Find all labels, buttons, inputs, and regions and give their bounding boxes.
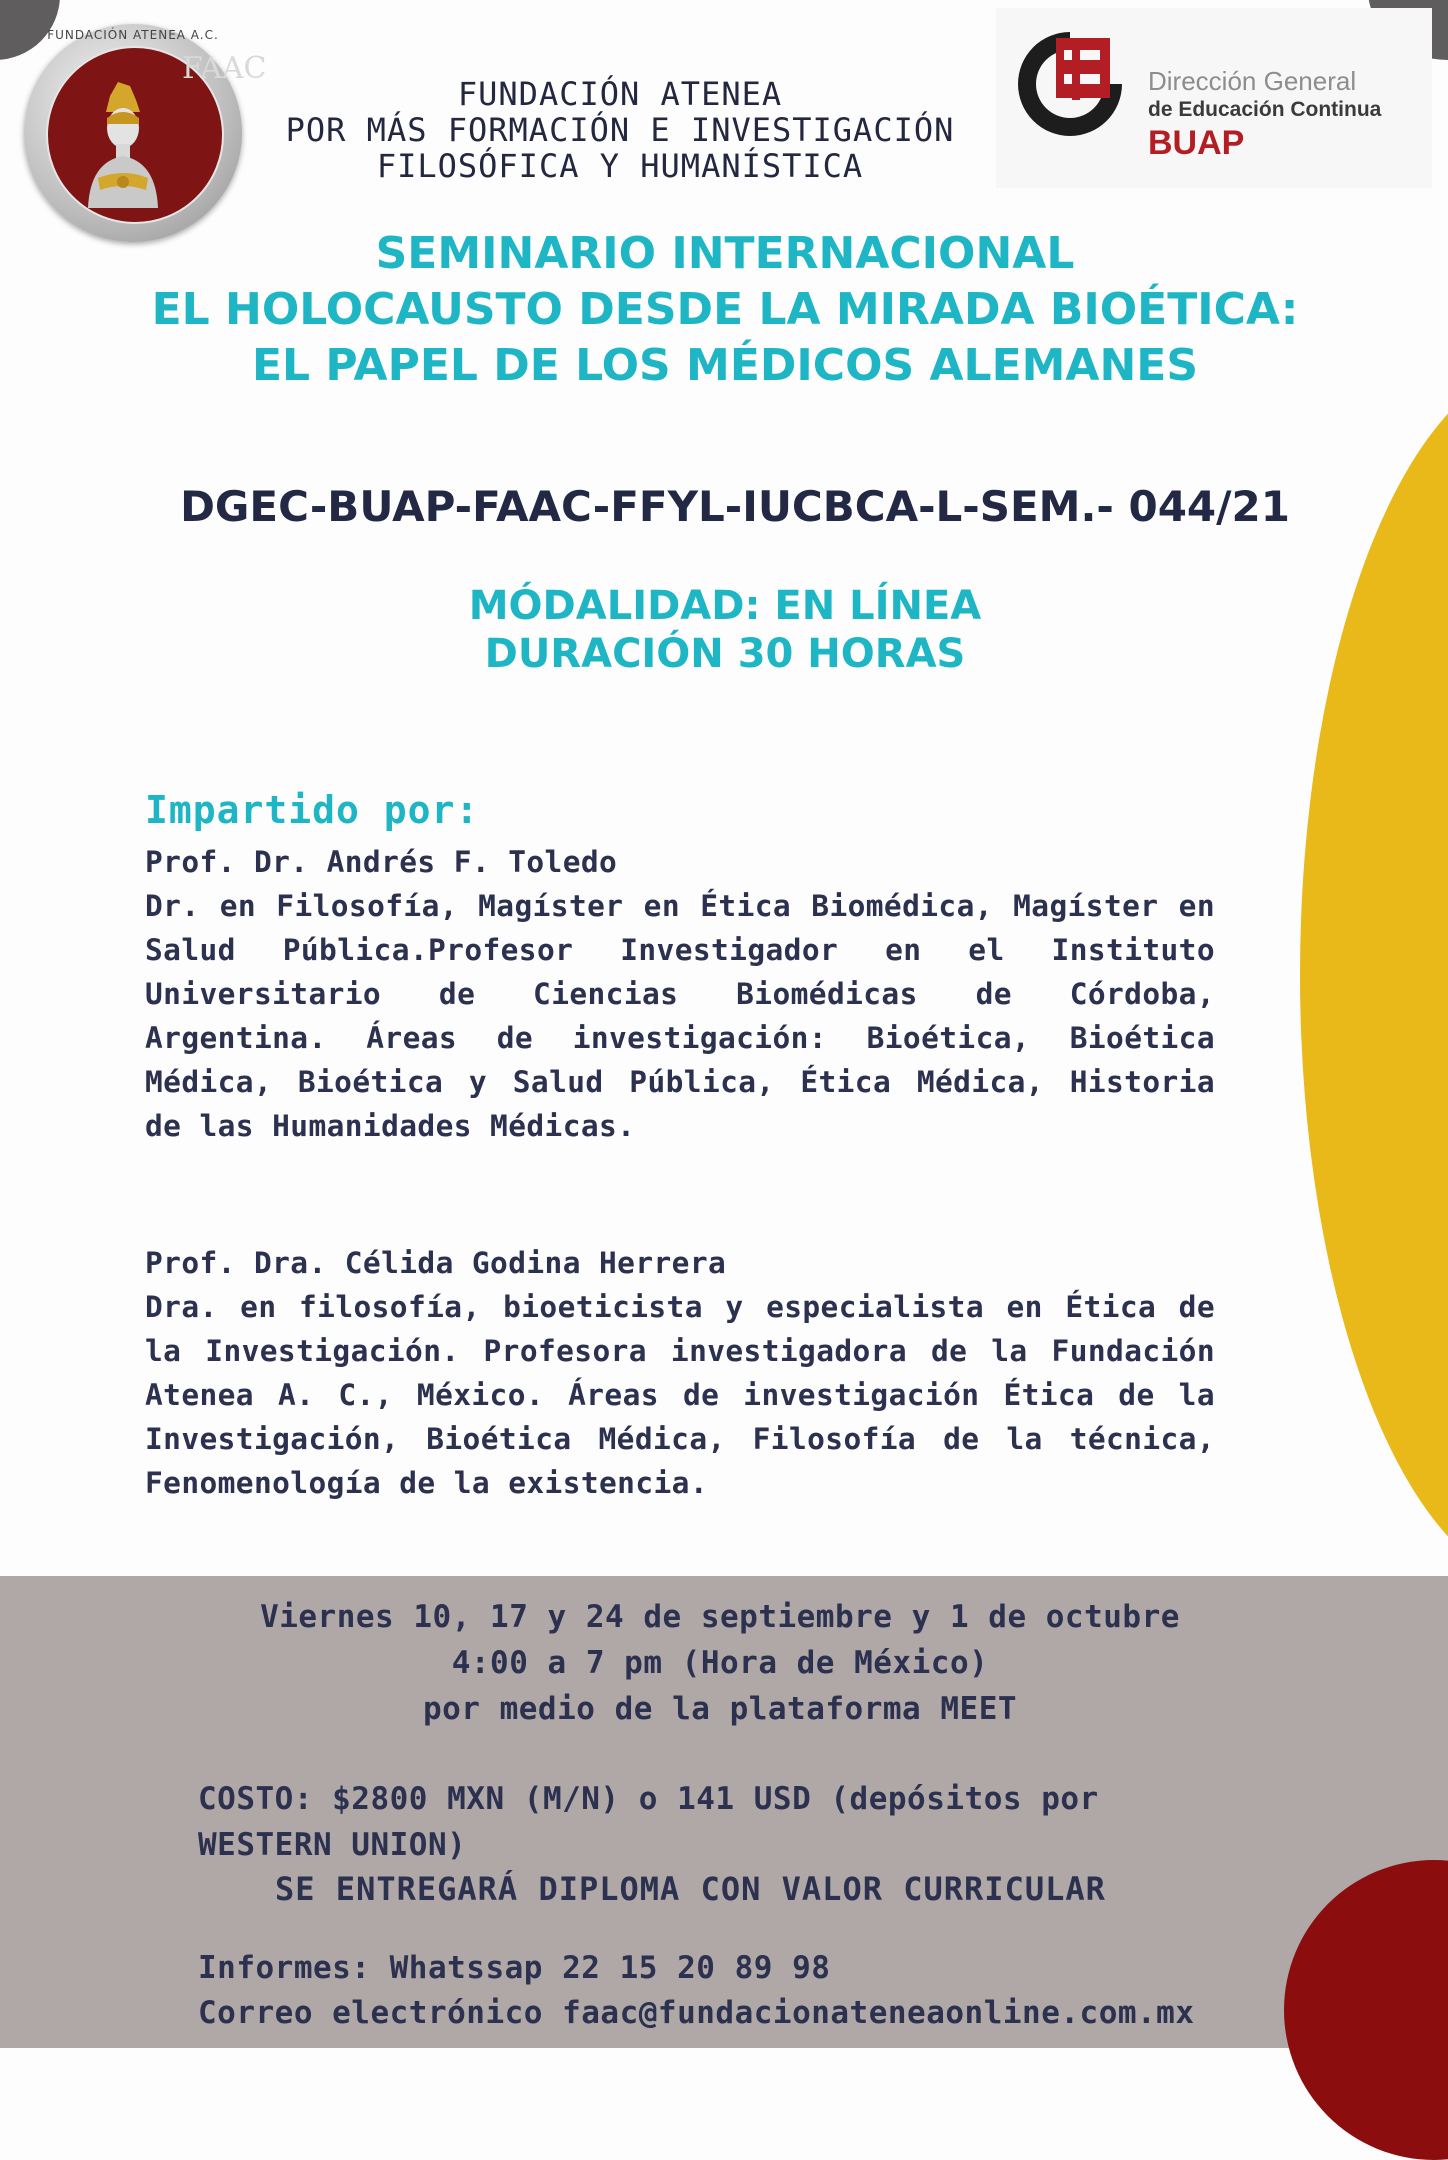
instructor-bio: Dr. en Filosofía, Magíster en Ética Biomédica, Magíster en Salud Pública.Profesor Investigador en el Instituto Universitario de Ciencias Biomédicas de Córdoba, Argentina. Áreas de investigación: Bioética, Bioética Médica, Bioética y Salud Pública, Ética Médica, Historia de las Humanidades Médicas. [145, 889, 1215, 1143]
org-line-2: POR MÁS FORMACIÓN E INVESTIGACIÓN [285, 111, 955, 149]
organization-header [200, 76, 1040, 184]
seminar-code: DGEC-BUAP-FAAC-FFYL-IUCBCA-L-SEM.- 044/21 [180, 482, 1290, 531]
schedule-time: 4:00 a 7 pm (Hora de México) [451, 1645, 989, 1681]
instructor-card [145, 1241, 1215, 1505]
cost-line-1: COSTO: $2800 MXN (M/N) o 141 USD (depósitos por [198, 1781, 1099, 1817]
modality-block [100, 582, 1350, 678]
buap-line-1: Dirección General [1148, 66, 1357, 96]
org-line-3: FILOSÓFICA Y HUMANÍSTICA [376, 147, 864, 185]
buap-line-3: BUAP [1148, 124, 1245, 162]
instructor-name: Prof. Dr. Andrés F. Toledo [145, 845, 618, 879]
buap-de-mark-icon [1014, 28, 1126, 140]
yellow-arc-decoration [1300, 360, 1448, 1590]
contact-phone: Informes: Whatssap 22 15 20 89 98 [198, 1950, 831, 1986]
title-line-1: SEMINARIO INTERNACIONAL [375, 228, 1075, 279]
schedule-block [140, 1594, 1300, 1732]
buap-line-2: de Educación Continua [1148, 98, 1382, 121]
cost-line-2: WESTERN UNION) [198, 1827, 467, 1863]
contact-block [198, 1946, 1195, 2036]
title-line-2: EL HOLOCAUSTO DESDE LA MIRADA BIOÉTICA: [151, 284, 1299, 335]
schedule-platform: por medio de la plataforma MEET [422, 1691, 1018, 1727]
instructor-card [145, 840, 1215, 1148]
instructor-name: Prof. Dra. Célida Godina Herrera [145, 1246, 727, 1280]
modality-text: MÓDALIDAD: EN LÍNEA [468, 583, 982, 629]
seal-ring-text: FUNDACIÓN ATENEA A.C. [47, 28, 219, 42]
buap-logo [996, 8, 1432, 188]
duration-text: DURACIÓN 30 HORAS [484, 631, 966, 677]
athena-bust-icon [80, 78, 166, 208]
seal-letters: FAAC [182, 51, 267, 86]
org-line-1: FUNDACIÓN ATENEA [457, 75, 783, 113]
instructors-heading: Impartido por: [145, 788, 480, 832]
seminar-title [100, 226, 1350, 394]
schedule-dates: Viernes 10, 17 y 24 de septiembre y 1 de octubre [260, 1599, 1180, 1635]
instructor-bio: Dra. en filosofía, bioeticista y especialista en Ética de la Investigación. Profesora investigadora de la Fundación Atenea A. C., México. Áreas de investigación Ética de la Investigación, Bioética Médica, Filosofía de la técnica, Fenomenología de la existencia. [145, 1290, 1215, 1500]
diploma-notice: SE ENTREGARÁ DIPLOMA CON VALOR CURRICULAR [275, 1870, 1106, 1908]
contact-email: Correo electrónico faac@fundacionateneaonline.com.mx [198, 1995, 1195, 2031]
title-line-3: EL PAPEL DE LOS MÉDICOS ALEMANES [251, 340, 1199, 391]
cost-block [198, 1776, 1278, 1868]
